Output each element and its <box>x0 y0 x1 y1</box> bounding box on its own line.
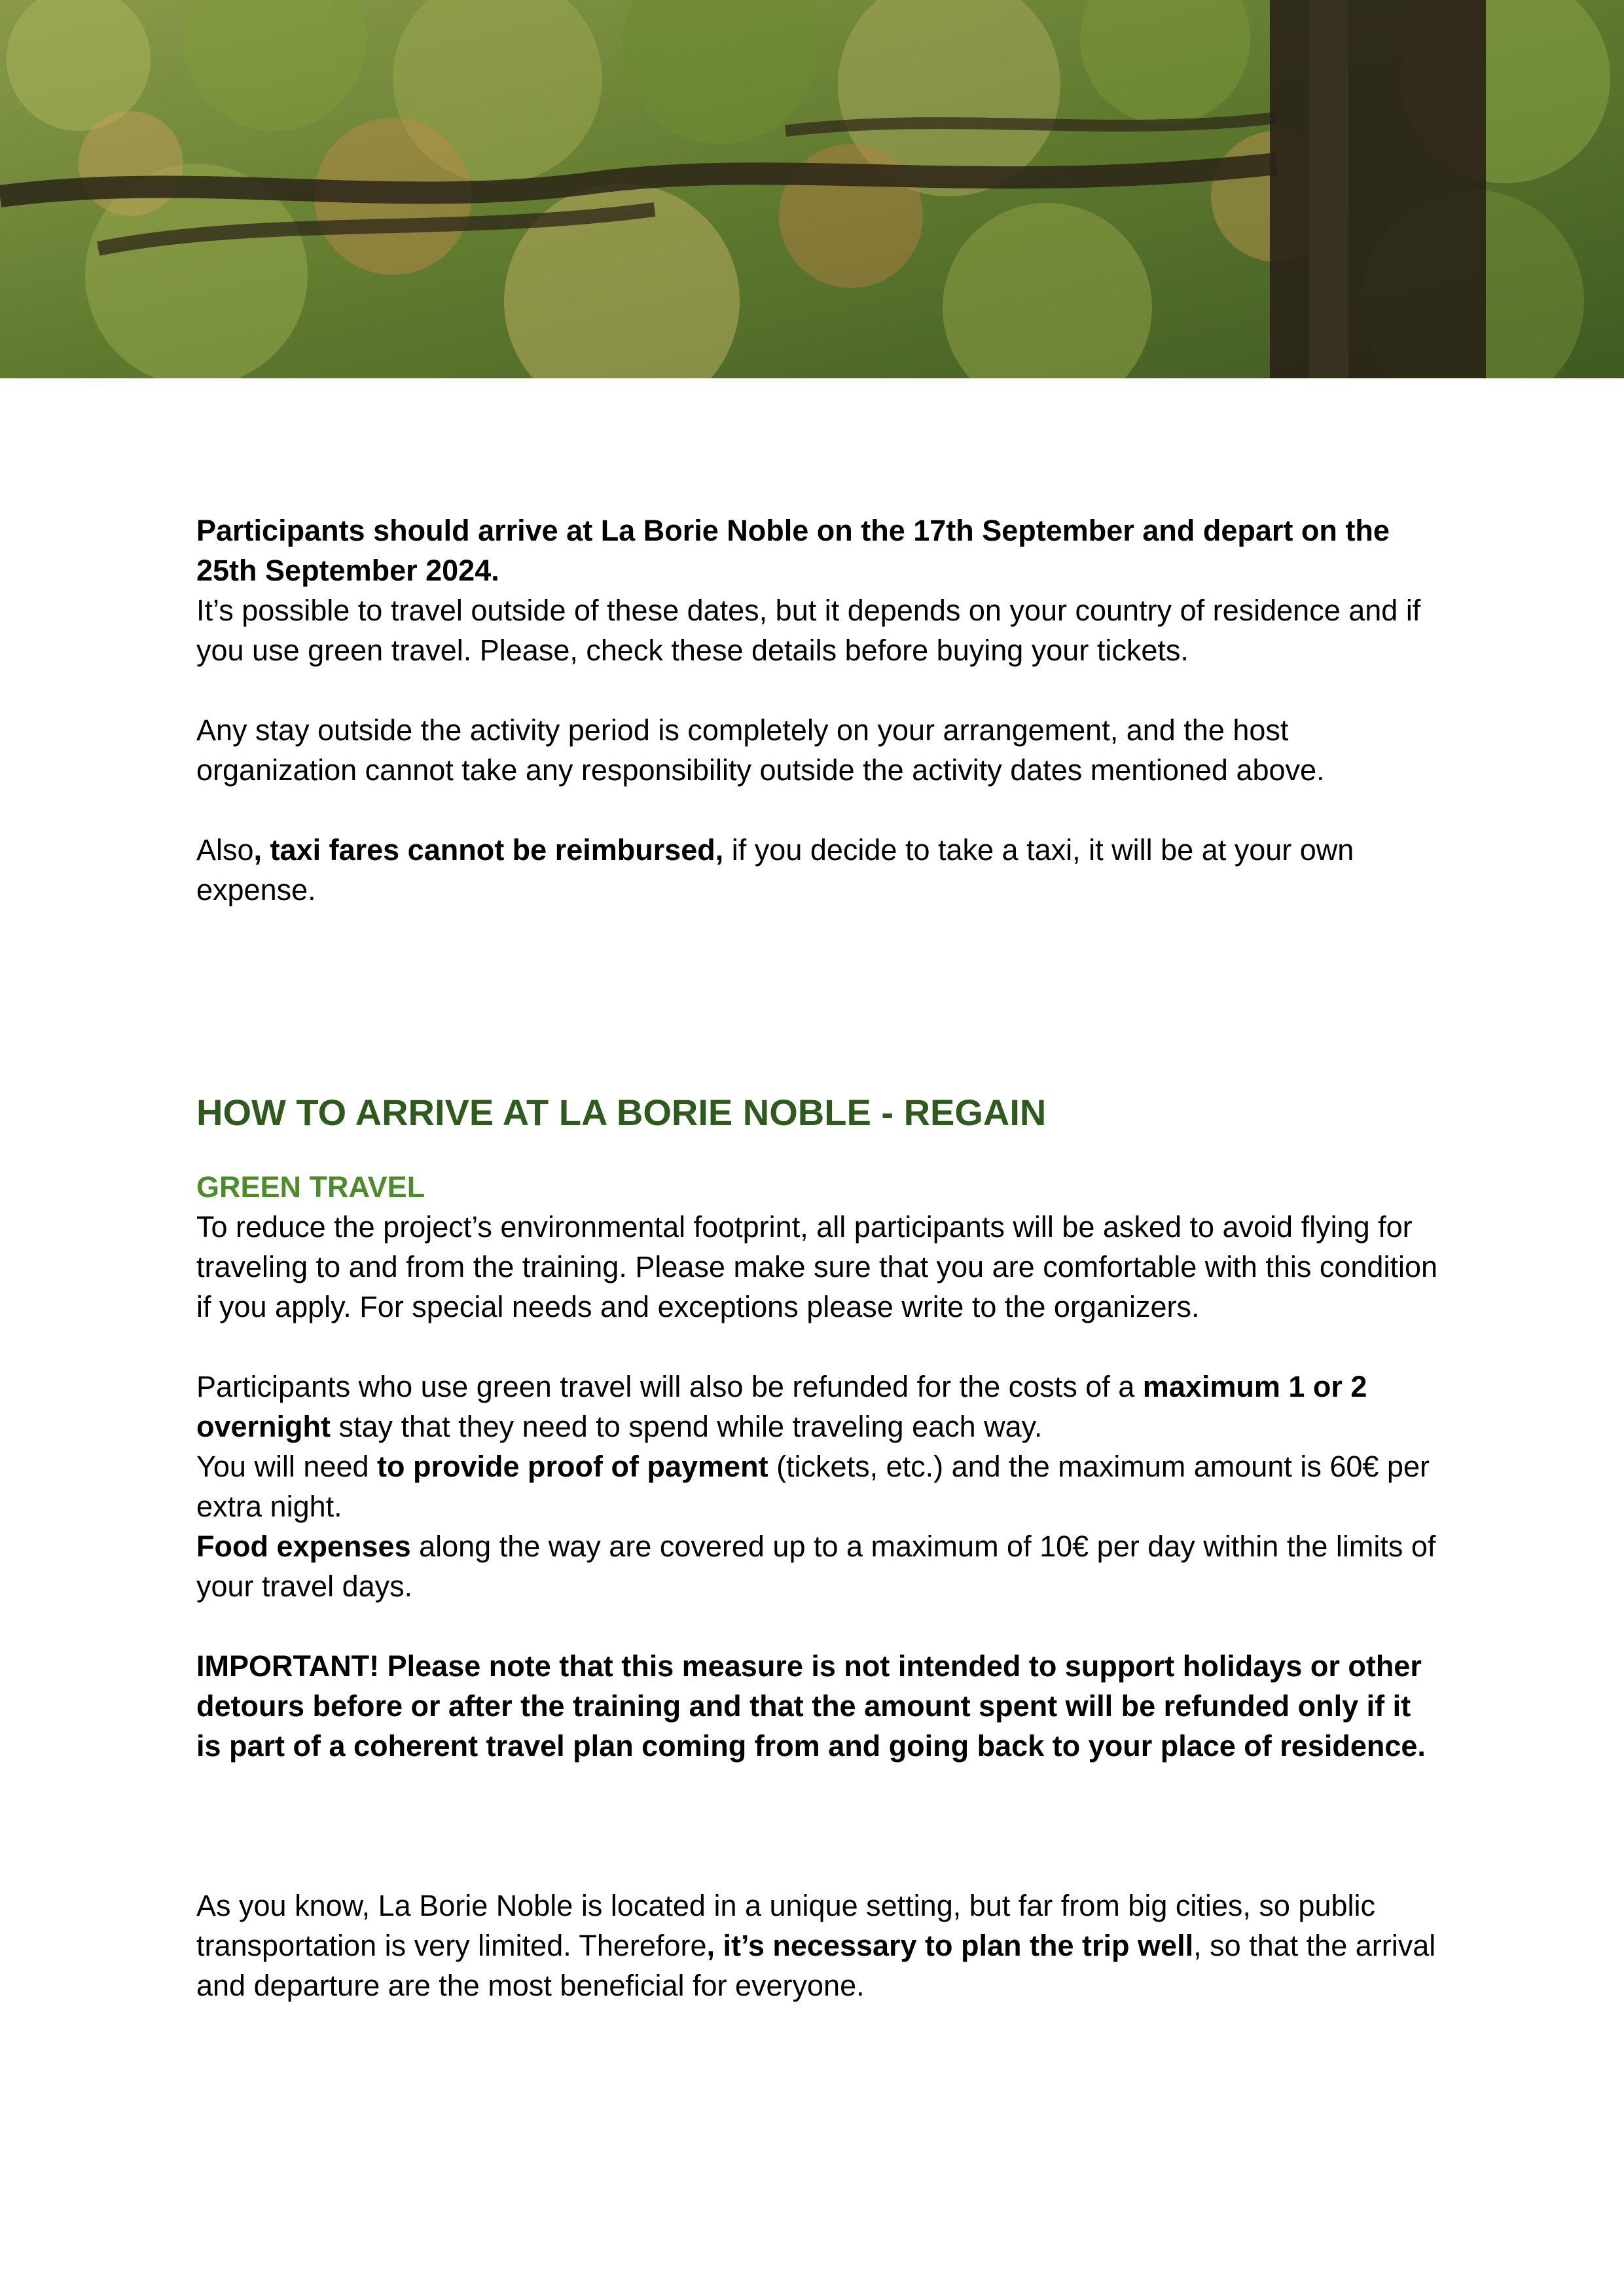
overnight-suffix: stay that they need to spend while traveling each way. <box>331 1410 1043 1443</box>
taxi-bold: , taxi fares cannot be reimbursed, <box>253 833 724 867</box>
arrival-dates-paragraph <box>196 511 1440 670</box>
tree-foliage-image <box>0 0 1624 378</box>
header-tree-photo <box>0 0 1624 378</box>
arrival-dates-bold: Participants should arrive at La Borie Noble on the 17th September and depart on the 25th September 2024. <box>196 514 1390 587</box>
green-travel-subheading: GREEN TRAVEL <box>196 1170 425 1204</box>
taxi-suffix: if you decide to take a taxi, it will be at your own expense. <box>196 833 1354 906</box>
location-paragraph <box>196 1886 1440 2005</box>
stay-outside-paragraph: Any stay outside the activity period is completely on your arrangement, and the host organization cannot take any responsibility outside the activity dates mentioned above. <box>196 713 1325 787</box>
footprint-paragraph: To reduce the project’s environmental footprint, all participants will be asked to avoid flying for traveling to and from the training. Please make sure that you are comfortable with this condition if you apply. For special needs and exceptions please write to the organizers. <box>196 1210 1437 1323</box>
document-body <box>196 511 1440 2005</box>
taxi-prefix: Also <box>196 833 254 867</box>
overnight-paragraph <box>196 1367 1440 1606</box>
travel-dates-text: It’s possible to travel outside of these dates, but it depends on your country of residence and if you use green travel. Please, check these details before buying your tickets. <box>196 594 1421 667</box>
proof-bold: to provide proof of payment <box>377 1450 768 1483</box>
food-bold: Food expenses <box>196 1530 411 1563</box>
important-paragraph <box>196 1646 1440 1766</box>
location-suffix: , so that the arrival and departure are the most beneficial for everyone. <box>196 1929 1436 2002</box>
location-prefix: As you know, La Borie Noble is located in a unique setting, but far from big cities, so public transportation is very limited. Therefore <box>196 1889 1375 1962</box>
overnight-bold: maximum 1 or 2 overnight <box>196 1370 1367 1443</box>
taxi-paragraph <box>196 830 1440 910</box>
overnight-prefix: Participants who use green travel will also be refunded for the costs of a <box>196 1370 1143 1403</box>
arrival-heading: HOW TO ARRIVE AT LA BORIE NOBLE - REGAIN <box>196 1092 1047 1133</box>
proof-prefix: You will need <box>196 1450 378 1483</box>
food-suffix: along the way are covered up to a maximum of 10€ per day within the limits of your travel days. <box>196 1530 1436 1603</box>
important-bold: IMPORTANT! Please note that this measure is not intended to support holidays or other detours before or after the training and that the amount spent will be refunded only if it is part of a coherent travel plan coming from and going back to your place of residence. <box>196 1649 1426 1763</box>
location-bold: , it’s necessary to plan the trip well <box>706 1929 1194 1962</box>
proof-suffix: (tickets, etc.) and the maximum amount is 60€ per extra night. <box>196 1450 1430 1523</box>
